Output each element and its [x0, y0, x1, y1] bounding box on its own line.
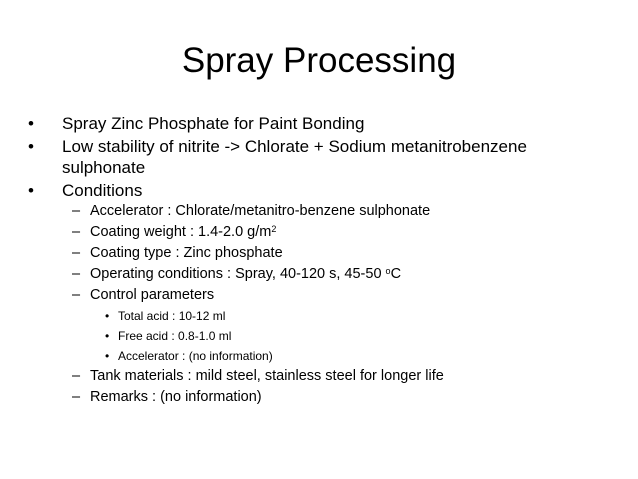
bullet-spray-zinc: [28, 113, 628, 134]
condition-operating: [28, 264, 628, 285]
condition-text: Coating type : Zinc phosphate: [90, 245, 283, 261]
dash-icon: –: [72, 245, 81, 261]
condition-coating-type: [28, 243, 628, 264]
control-item-text: Accelerator : (no information): [118, 349, 273, 363]
condition-text-unit: C: [390, 266, 402, 282]
control-item-total-acid: [28, 306, 628, 326]
dash-icon: –: [72, 266, 81, 282]
slide-title: Spray Processing: [181, 41, 457, 80]
bullet-conditions: [28, 180, 628, 201]
slide-content: [28, 113, 628, 408]
dash-icon: –: [72, 287, 81, 303]
bullet-icon: •: [105, 329, 110, 343]
condition-coating-weight: [28, 222, 628, 243]
control-item-text: Free acid : 0.8-1.0 ml: [118, 329, 232, 343]
condition-text: Operating conditions : Spray, 40-120 s, 45-50: [90, 266, 386, 282]
bullet-text-continued: sulphonate: [62, 158, 146, 177]
condition-text: Coating weight : 1.4-2.0 g/m: [90, 224, 272, 240]
dash-icon: –: [72, 203, 81, 219]
condition-accelerator: [28, 201, 628, 222]
condition-text: Tank materials : mild steel, stainless steel for longer life: [90, 368, 444, 384]
bullet-icon: •: [105, 309, 110, 323]
bullet-icon: •: [105, 349, 110, 363]
condition-control: [28, 285, 628, 306]
dash-icon: –: [72, 389, 81, 405]
bullet-icon: •: [28, 181, 34, 200]
bullet-text: Low stability of nitrite -> Chlorate + Sodium metanitrobenzene: [62, 137, 527, 156]
control-item-text: Total acid : 10-12 ml: [118, 309, 226, 323]
control-item-accelerator: [28, 346, 628, 366]
condition-tank: [28, 366, 628, 387]
condition-text: Accelerator : Chlorate/metanitro-benzene sulphonate: [90, 203, 431, 219]
condition-remarks: [28, 387, 628, 408]
degree-superscript: o: [385, 266, 391, 276]
bullet-low-stability: [28, 136, 628, 178]
dash-icon: –: [72, 224, 81, 240]
superscript: 2: [271, 224, 277, 234]
bullet-text: Spray Zinc Phosphate for Paint Bonding: [62, 114, 365, 133]
bullet-icon: •: [28, 114, 34, 133]
bullet-icon: •: [28, 137, 34, 156]
condition-text: Remarks : (no information): [90, 389, 262, 405]
control-item-free-acid: [28, 326, 628, 346]
dash-icon: –: [72, 368, 81, 384]
bullet-text: Conditions: [62, 181, 143, 200]
condition-text: Control parameters: [90, 287, 215, 303]
